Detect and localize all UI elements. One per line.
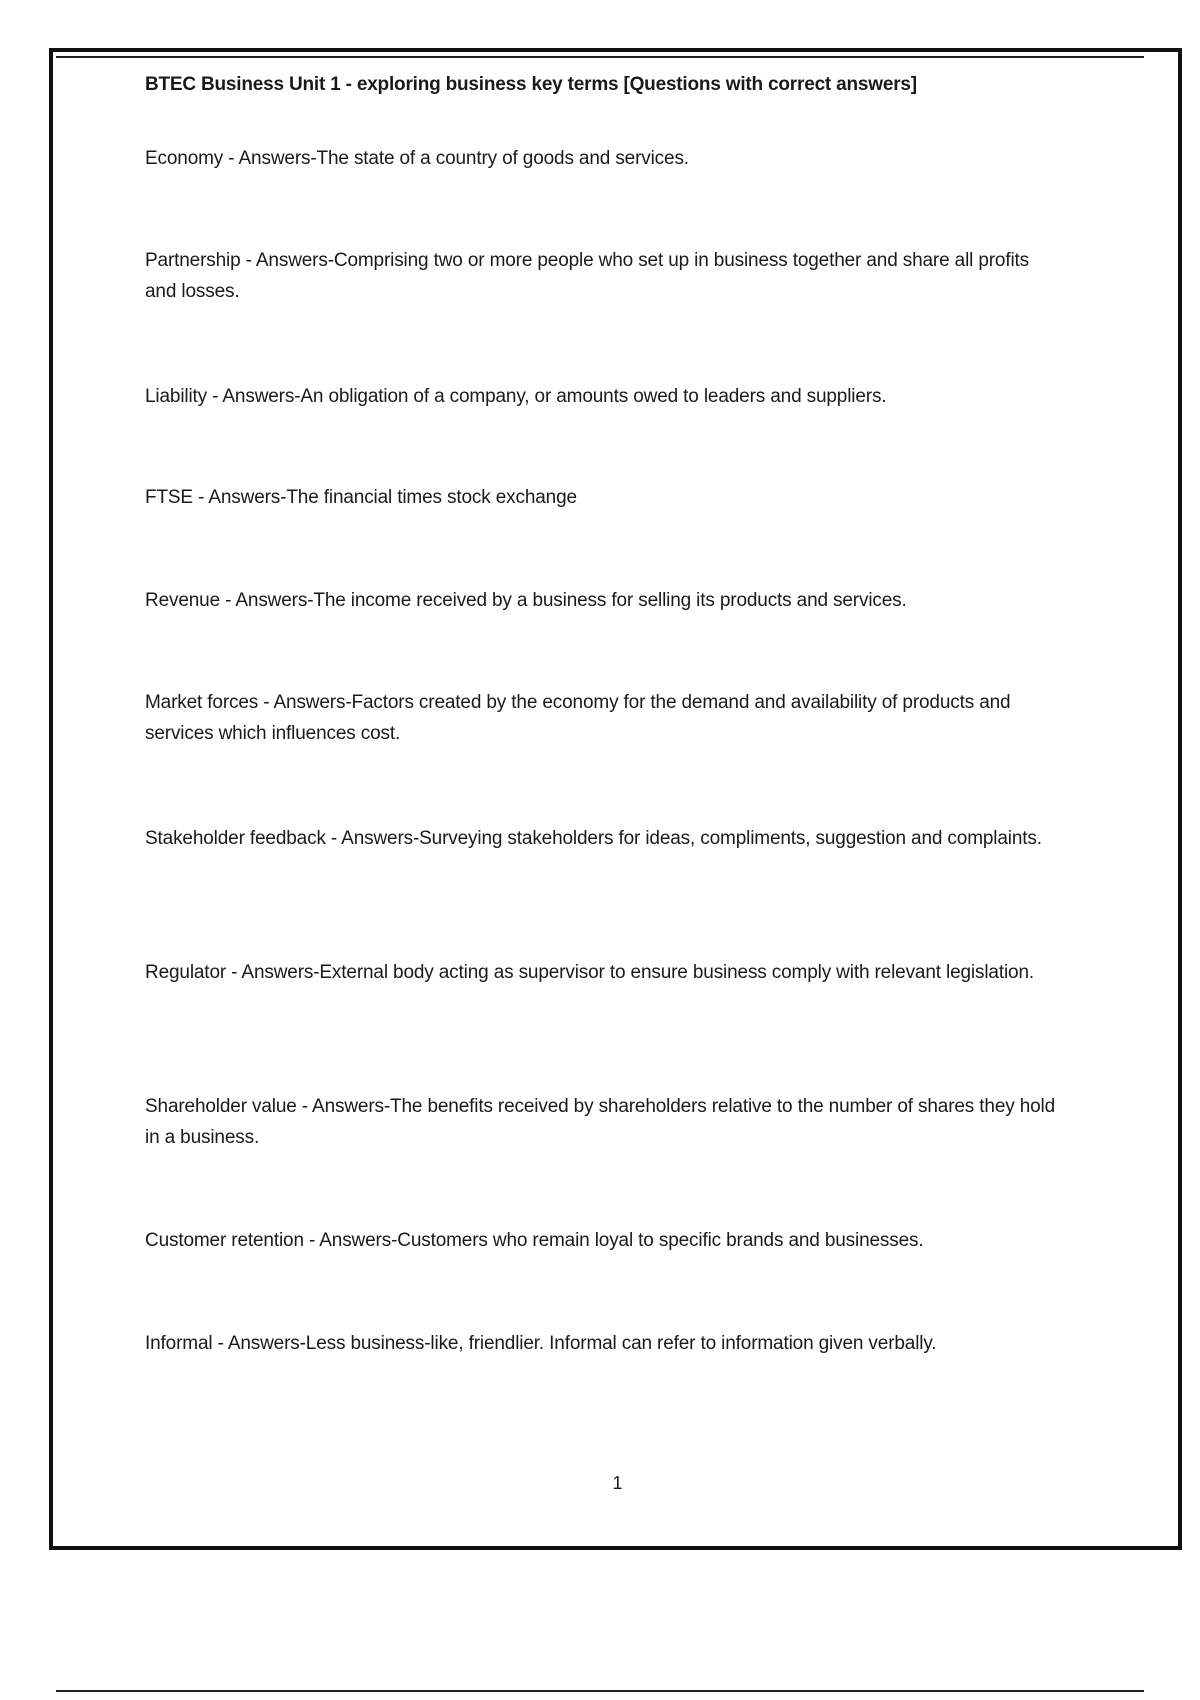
term-entry-regulator: Regulator - Answers-External body acting as supervisor to ensure business comply with relevant legislation.: [145, 962, 1035, 983]
term-entry-market-forces: Market forces - Answers-Factors created by the economy for the demand and availability of products and services which influences cost.: [145, 692, 1011, 744]
term-entry-ftse: FTSE - Answers-The financial times stock exchange: [145, 487, 577, 508]
document-title: BTEC Business Unit 1 - exploring business key terms [Questions with correct answers]: [145, 74, 917, 95]
page-number: 1: [612, 1473, 623, 1493]
term-entry-stakeholder-feedback: Stakeholder feedback - Answers-Surveying stakeholders for ideas, compliments, suggestion and complaints.: [145, 828, 1042, 849]
term-entry-liability: Liability - Answers-An obligation of a company, or amounts owed to leaders and suppliers.: [145, 386, 887, 407]
term-entry-informal: Informal - Answers-Less business-like, friendlier. Informal can refer to information given verbally.: [145, 1333, 937, 1354]
footer-rule: [56, 1690, 1144, 1692]
term-entry-partnership: Partnership - Answers-Comprising two or more people who set up in business together and share all profits and losses.: [145, 250, 1030, 302]
header-rule: [56, 56, 1144, 58]
term-entry-shareholder-value: Shareholder value - Answers-The benefits received by shareholders relative to the number of shares they hold in a business.: [145, 1096, 1056, 1148]
term-entry-revenue: Revenue - Answers-The income received by a business for selling its products and services.: [145, 590, 907, 611]
term-entry-customer-retention: Customer retention - Answers-Customers who remain loyal to specific brands and businesses.: [145, 1230, 924, 1251]
term-entry-economy: Economy - Answers-The state of a country of goods and services.: [145, 148, 689, 169]
